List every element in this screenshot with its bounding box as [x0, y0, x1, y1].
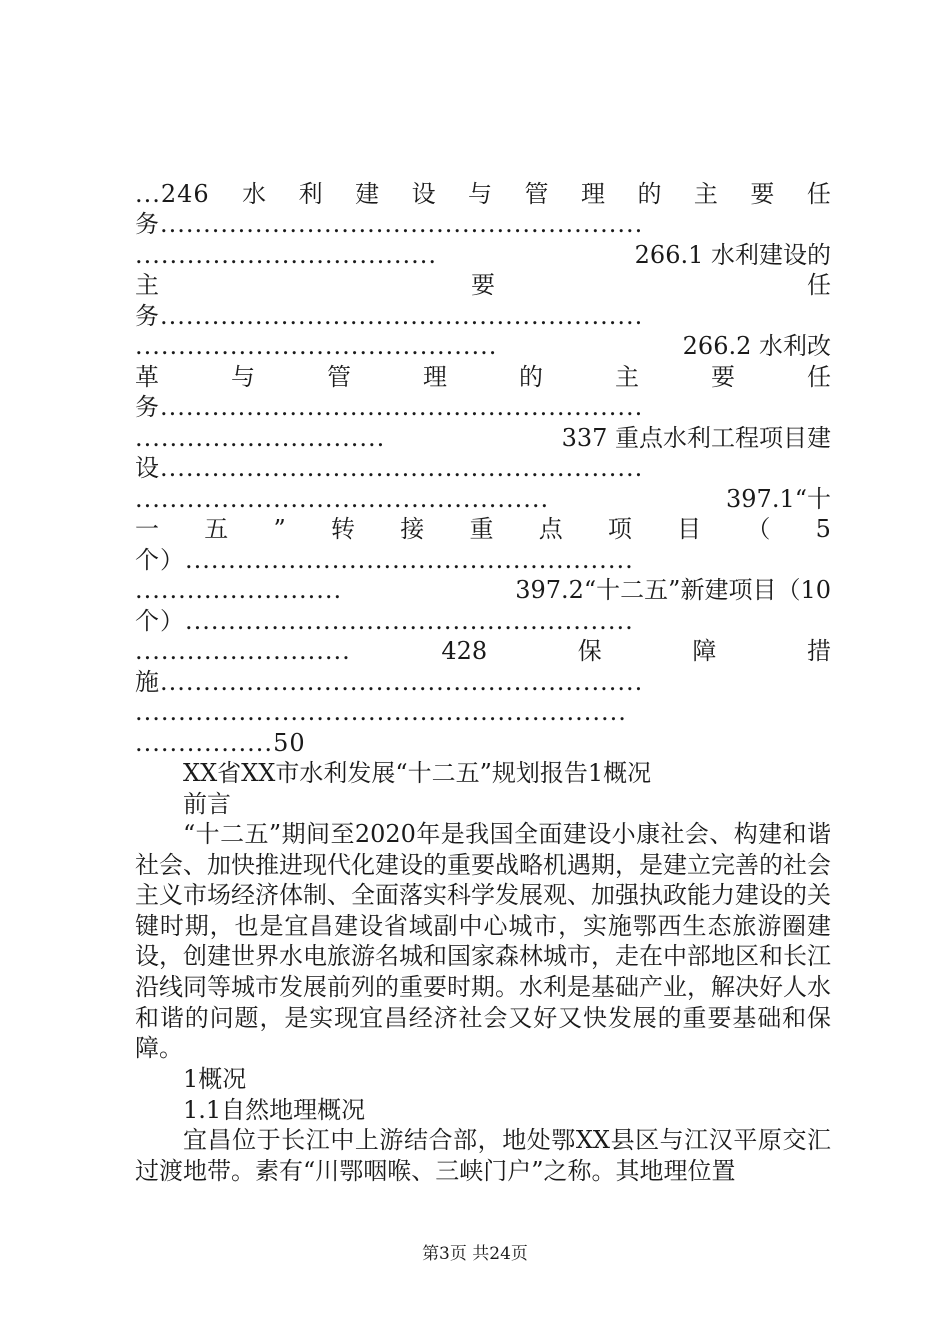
toc-char: 任: [807, 363, 831, 391]
toc-entry-title: 397.1“十: [726, 485, 831, 513]
toc-char: 的: [637, 180, 662, 208]
toc-line-6: [135, 331, 831, 361]
toc-char: 重: [469, 515, 494, 543]
toc-char: 接: [400, 515, 425, 543]
toc-char: 点: [538, 515, 563, 543]
toc-line-19: ................50: [135, 729, 306, 757]
toc-char: 与: [231, 363, 255, 391]
toc-char: 利: [298, 180, 323, 208]
section-1-1-heading: 1.1自然地理概况: [183, 1096, 366, 1124]
toc-char: 主: [615, 363, 639, 391]
toc-char: 保: [577, 637, 602, 665]
toc-char: 5: [815, 515, 831, 543]
toc-char: 措: [806, 637, 831, 665]
toc-char: 转: [330, 515, 355, 543]
toc-entry-title: 266.2 水利改: [682, 332, 831, 360]
toc-entry-title: 266.1 水利建设的: [634, 241, 831, 269]
toc-char: 主: [693, 180, 718, 208]
toc-leader: ................................................: [135, 485, 550, 513]
toc-entry-title: 337 重点水利工程项目建: [561, 424, 831, 452]
toc-char: ”: [273, 515, 286, 543]
toc-line-13: 个）....................................................: [135, 546, 634, 574]
document-title: XX省XX市水利发展“十二五”规划报告1概况: [183, 759, 652, 787]
toc-char: （: [746, 515, 771, 543]
toc-line-12: [135, 514, 831, 544]
toc-char: 水: [242, 180, 267, 208]
toc-char: 的: [519, 363, 543, 391]
toc-entry-title: 397.2“十二五”新建项目（10: [515, 576, 831, 604]
page-footer: 第3页 共24页: [422, 1244, 528, 1264]
preface-heading: 前言: [183, 790, 231, 818]
toc-char: 革: [135, 363, 159, 391]
toc-line-3: [135, 240, 831, 270]
toc-line-11: [135, 484, 831, 514]
toc-leader: ...................................: [135, 241, 438, 269]
toc-line-15: 个）....................................................: [135, 607, 634, 635]
toc-line-18: .........................................................: [135, 698, 627, 726]
toc-page-ref: ...246: [135, 180, 210, 208]
toc-line-1: [135, 179, 831, 209]
toc-char: 障: [692, 637, 717, 665]
section-1-1-paragraph: 宜昌位于长江中上游结合部，地处鄂XX县区与江汉平原交汇过渡地带。素有“川鄂咽喉、三峡门户”之称。其地理位置: [135, 1126, 831, 1185]
toc-char: 任: [807, 271, 831, 299]
toc-char: 设: [411, 180, 436, 208]
toc-leader: ........................: [135, 576, 343, 604]
section-1-heading: 1概况: [183, 1065, 247, 1093]
toc-char: 要: [471, 271, 495, 299]
toc-char: 目: [677, 515, 702, 543]
toc-char: 一: [135, 515, 159, 543]
toc-char: 428: [441, 637, 488, 665]
toc-char: 主: [135, 271, 159, 299]
toc-char: 任: [806, 180, 831, 208]
toc-line-17: 施........................................................: [135, 668, 644, 696]
toc-char: 建: [355, 180, 380, 208]
toc-line-4: [135, 270, 831, 300]
toc-char: 与: [468, 180, 493, 208]
toc-leader: ..........................................: [135, 332, 498, 360]
toc-char: 项: [607, 515, 632, 543]
toc-char: 要: [750, 180, 775, 208]
toc-line-14: [135, 575, 831, 605]
toc-char: 管: [327, 363, 351, 391]
toc-line-7: [135, 362, 831, 392]
toc-char: 要: [711, 363, 735, 391]
toc-leader: .............................: [135, 424, 386, 452]
toc-line-2: 务........................................................: [135, 210, 644, 238]
preface-paragraph: “十二五”期间至2020年是我国全面建设小康社会、构建和谐社会、加快推进现代化建设的重要战略机遇期，是建立完善的社会主义市场经济体制、全面落实科学发展观、加强执政能力建设的关键时期，也是宜昌建设省域副中心城市，实施鄂西生态旅游圈建设，创建世界水电旅游名城和国家森林城市，走在中部地区和长江沿线同等城市发展前列的重要时期。水利是基础产业，解决好人水和谐的问题，是实现宜昌经济社会又好又快发展的重要基础和保障。: [135, 820, 831, 1063]
toc-line-5: 务........................................................: [135, 302, 644, 330]
toc-line-9: [135, 423, 831, 453]
toc-char: 五: [204, 515, 229, 543]
toc-line-16: [135, 636, 831, 666]
toc-line-8: 务........................................................: [135, 393, 644, 421]
toc-char: 理: [580, 180, 605, 208]
toc-char: 理: [423, 363, 447, 391]
toc-leader: .........................: [135, 637, 351, 665]
toc-line-10: 设........................................................: [135, 454, 644, 482]
toc-char: 管: [524, 180, 549, 208]
